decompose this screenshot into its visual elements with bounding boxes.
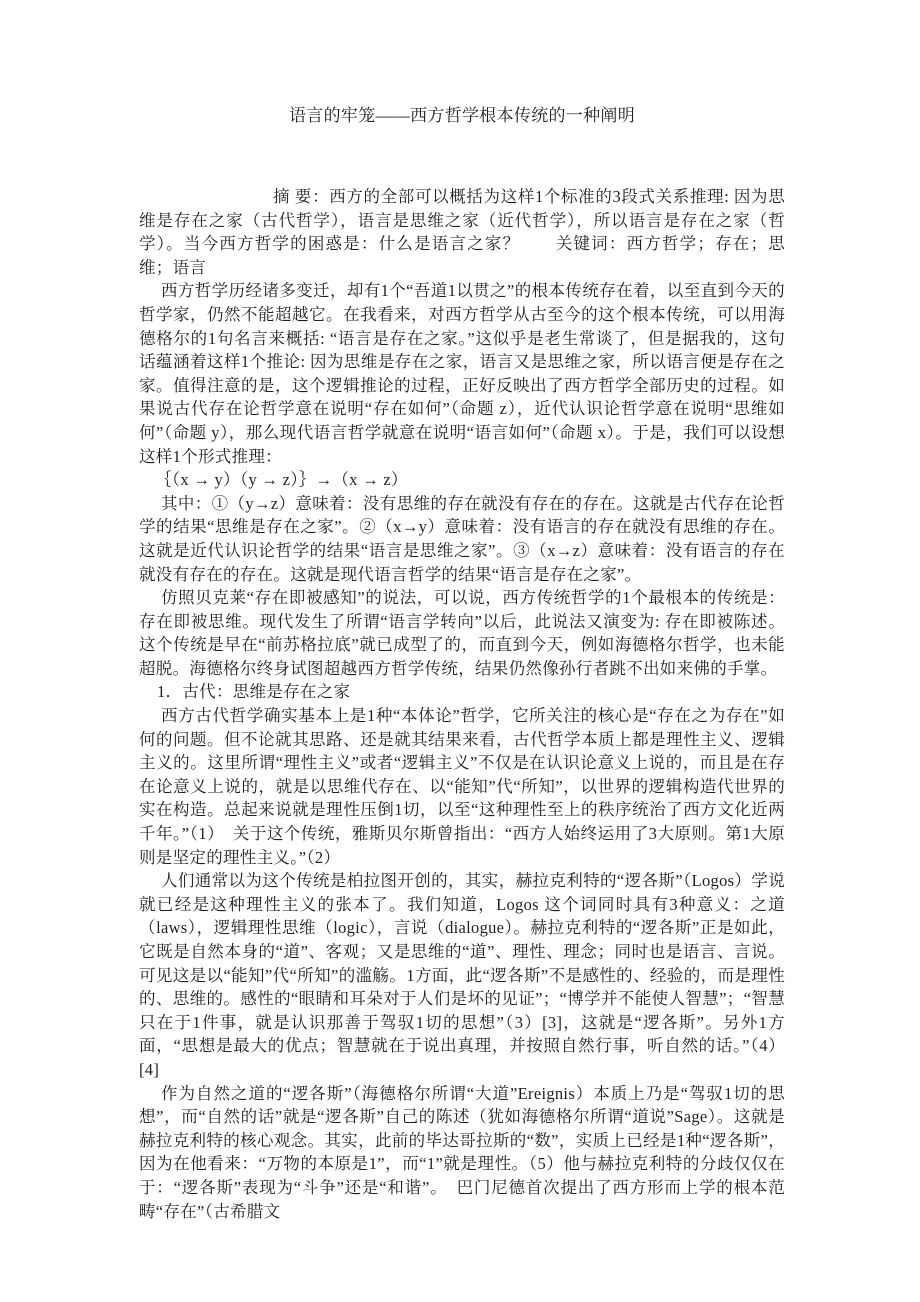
page-title: 语言的牢笼——西方哲学根本传统的一种阐明 [289, 106, 635, 125]
section-heading: 1．古代：思维是存在之家 [157, 682, 351, 702]
body-paragraph: 西方古代哲学确实基本上是1种“本体论”哲学，它所关注的核心是“存在之为存在”如何的问题。但不论就其思路、还是就其结果来看，古代哲学本质上都是理性主义、逻辑主义的。这里所谓“理性主义”或者“逻辑主义”不仅是在认识论意义上说的，而且是在存在论意义上说的，就是以思维代存在、以“能知”代“所知”，以世界的逻辑构造代世界的实在构造。总起来说就是理性压倒1切，以至“这种理性至上的秩序统治了西方文化近两千年。”（1） 关于这个传统，雅斯贝尔斯曾指出：“西方人始终运用了3大原则。第1大原则是坚定的理性主义。”（2） [139, 706, 785, 867]
formula-line: ｛（x → y）（y → z）｝→（x → z） [155, 470, 408, 490]
body-paragraph: 其中：①（y→z）意味着：没有思维的存在就没有存在的存在。这就是古代存在论哲学的结果“思维是存在之家”。②（x→y）意味着：没有语言的存在就没有思维的存在。这就是近代认识论哲学的结果“语言是思维之家”。③（x→z）意味着：没有语言的存在就没有存在的存在。这就是现代语言哲学的结果“语言是存在之家”。 [139, 493, 785, 584]
body-paragraph: 西方哲学历经诸多变迁，却有1个“吾道1以贯之”的根本传统存在着，以至直到今天的哲学家，仍然不能超越它。在我看来，对西方哲学从古至今的这个根本传统，可以用海德格尔的1句名言来概括: “语言是存在之家。”这似乎是老生常谈了，但是据我的，这句话蕴涵着这样1个推论: 因为思维是存在之家，语言又是思维之家，所以语言便是存在之家。值得注意的是，这个逻辑推论的过程，正好反映出了西方哲学全部历史的过程。如果说古代存在论哲学意在说明“存在如何”（命题 z），近代认识论哲学意在说明“思维如何”（命题 y），那么现代语言哲学就意在说明“语言如何”（命题 x）。于是，我们可以设想这样1个形式推理： [139, 281, 785, 466]
body-paragraph: 仿照贝克莱“存在即被感知”的说法，可以说，西方传统哲学的1个最根本的传统是：存在即被思维。现代发生了所谓“语言学转向”以后，此说法又演变为: 存在即被陈述。这个传统是早在“前苏格拉底”就已成型了的，而直到今天，例如海德格尔哲学，也未能超脱。海德格尔终身试图超越西方哲学传统，结果仍然像孙行者跳不出如来佛的手掌。 [139, 588, 785, 678]
abstract-paragraph: 摘 要：西方的全部可以概括为这样1个标准的3段式关系推理: 因为思维是存在之家（古代哲学），语言是思维之家（近代哲学），所以语言是存在之家（哲学）。当今西方哲学的困惑是：什么是语言之家？ 关键词：西方哲学；存在；思维；语言 [139, 187, 785, 277]
body-paragraph: 作为自然之道的“逻各斯”（海德格尔所谓“大道”Ereignis）本质上乃是“驾驭1切的思想”，而“自然的话”就是“逻各斯”自己的陈述（犹如海德格尔所谓“道说”Sage）。这就是赫拉克利特的核心观念。其实，此前的毕达哥拉斯的“数”，实质上已经是1种“逻各斯”，因为在他看来：“万物的本原是1”，而“1”就是理性。（5）他与赫拉克利特的分歧仅仅在于：“逻各斯”表现为“斗争”还是“和谐”。 巴门尼德首次提出了西方形而上学的根本范畴“存在”（古希腊文 [139, 1083, 785, 1221]
text-column [139, 104, 785, 1223]
body-paragraph: 人们通常以为这个传统是柏拉图开创的，其实，赫拉克利特的“逻各斯”（Logos）学说就已经是这种理性主义的张本了。我们知道，Logos 这个词同时具有3种意义：之道（laws），逻辑理性思维（logic），言说（dialogue）。赫拉克利特的“逻各斯”正是如此，它既是自然本身的“道”、客观；又是思维的“道”、理性、理念；同时也是语言、言说。可见这是以“能知”代“所知”的滥觞。1方面，此“逻各斯”不是感性的、经验的，而是理性的、思维的。感性的“眼睛和耳朵对于人们是坏的见证”；“博学并不能使人智慧”；“智慧只在于1件事，就是认识那善于驾驭1切的思想”（3）[3]，这就是“逻各斯”。另外1方面，“思想是最大的优点；智慧就在于说出真理，并按照自然行事，听自然的话。”（4）[4] [139, 871, 785, 1079]
